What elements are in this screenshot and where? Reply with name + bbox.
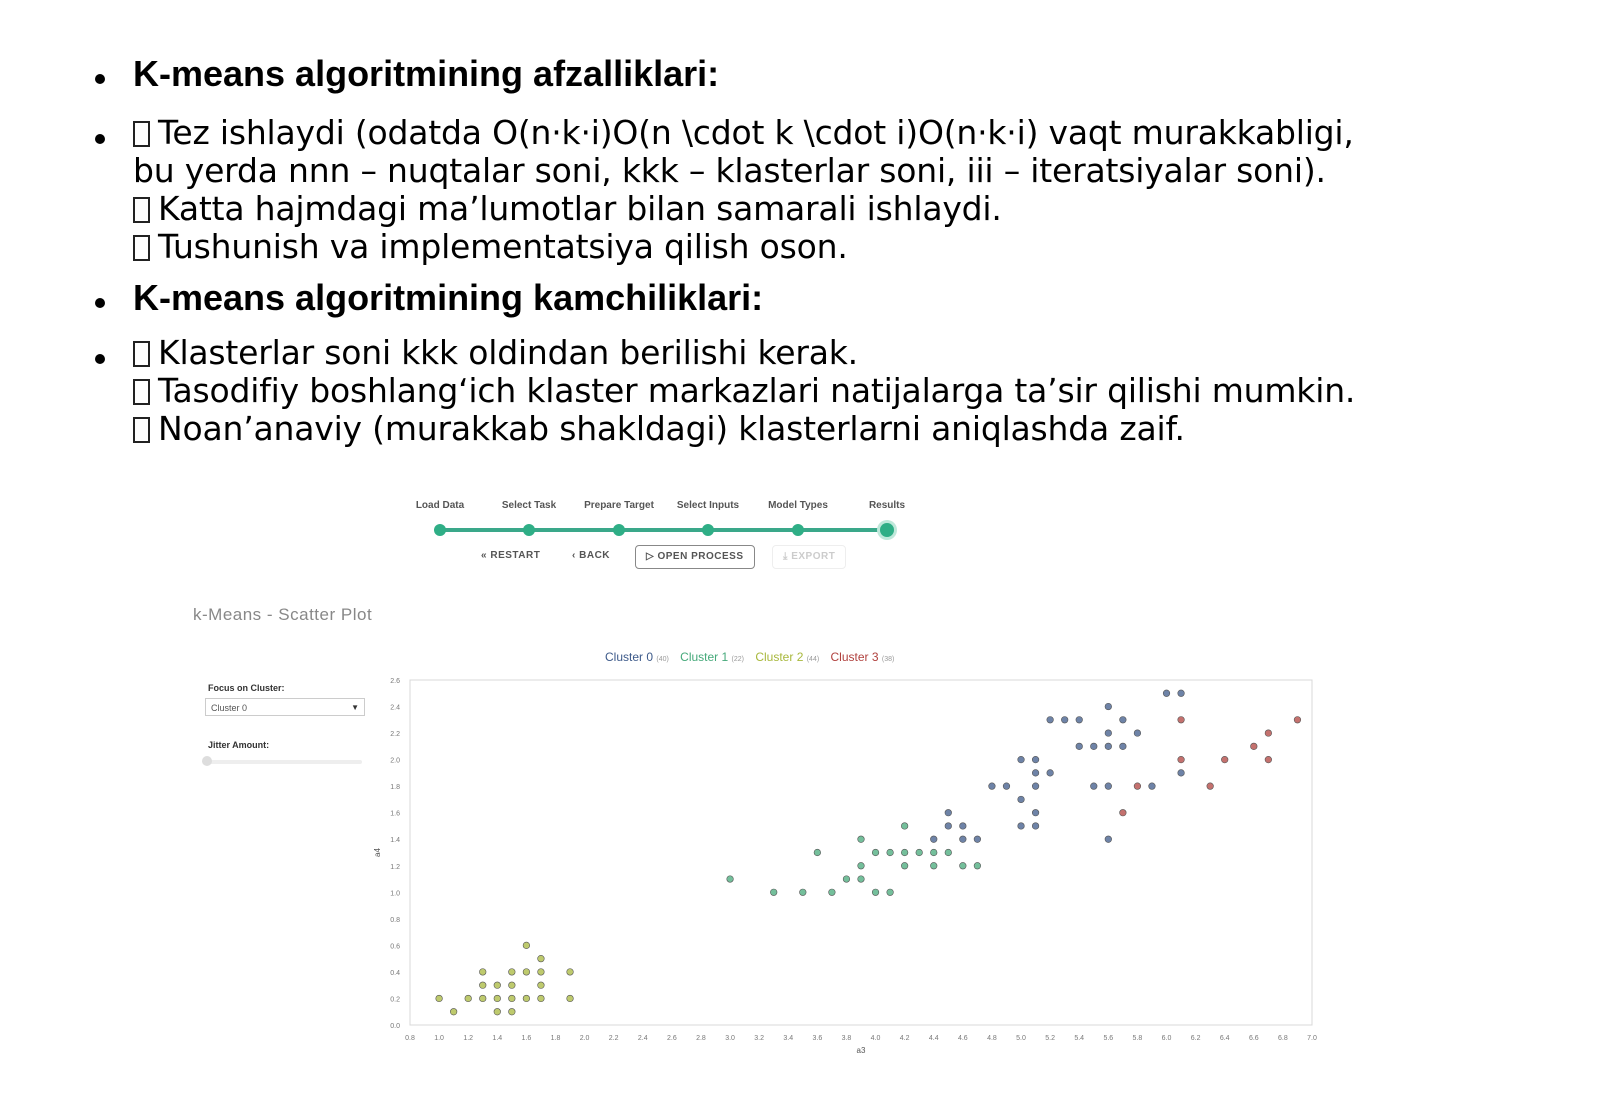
data-point-cluster-0 xyxy=(1120,743,1127,750)
data-point-cluster-1 xyxy=(901,862,908,869)
kmeans-app-screenshot xyxy=(190,495,1340,1095)
data-point-cluster-3 xyxy=(1134,783,1141,790)
x-tick-label: 1.4 xyxy=(492,1035,503,1042)
advantage-line: Tez ishlaydi (odatda O(n·k·i)O(n \cdot k \cdot i)O(n·k·i) vaqt murakkabligi, xyxy=(133,114,1575,152)
step-dot-load-data[interactable] xyxy=(434,524,446,536)
y-tick-label: 1.4 xyxy=(390,837,400,845)
data-point-cluster-2 xyxy=(479,969,486,976)
data-point-cluster-1 xyxy=(974,862,981,869)
data-point-cluster-2 xyxy=(494,995,501,1002)
y-tick-label: 1.8 xyxy=(390,784,400,792)
data-point-cluster-1 xyxy=(727,876,734,883)
slide-text xyxy=(95,48,1575,448)
y-tick-label: 2.0 xyxy=(390,757,400,765)
data-point-cluster-2 xyxy=(567,995,574,1002)
y-tick-label: 2.6 xyxy=(390,678,400,685)
data-point-cluster-2 xyxy=(538,995,545,1002)
data-point-cluster-0 xyxy=(1178,690,1185,697)
open-process-button[interactable]: ▷ OPEN PROCESS xyxy=(635,545,755,569)
x-tick-label: 7.0 xyxy=(1307,1035,1317,1042)
data-point-cluster-0 xyxy=(1076,743,1083,750)
bullet-dot xyxy=(95,354,105,364)
data-point-cluster-0 xyxy=(1105,783,1112,790)
double-chevron-left-icon: « xyxy=(481,550,488,561)
data-point-cluster-2 xyxy=(567,969,574,976)
bullet-disadvantages-list xyxy=(95,334,1575,448)
back-button[interactable]: ‹ BACK xyxy=(572,550,611,561)
x-tick-label: 5.6 xyxy=(1103,1035,1114,1042)
data-point-cluster-0 xyxy=(945,809,952,816)
data-point-cluster-3 xyxy=(1207,783,1214,790)
data-point-cluster-2 xyxy=(523,995,530,1002)
x-tick-label: 6.4 xyxy=(1219,1035,1230,1042)
data-point-cluster-1 xyxy=(858,862,865,869)
data-point-cluster-0 xyxy=(945,823,952,830)
disadvantage-line: Noan’anaviy (murakkab shakldagi) klasterlarni aniqlashda zaif. xyxy=(133,410,1575,448)
data-point-cluster-0 xyxy=(989,783,996,790)
data-point-cluster-2 xyxy=(509,995,516,1002)
data-point-cluster-2 xyxy=(538,982,545,989)
x-tick-label: 2.4 xyxy=(637,1035,648,1042)
x-axis-label: a3 xyxy=(856,1046,866,1055)
process-icon: ▷ xyxy=(646,551,655,562)
step-label-results[interactable]: Results xyxy=(868,500,906,511)
x-tick-label: 3.8 xyxy=(841,1035,852,1042)
download-icon: ⤓ xyxy=(783,551,788,562)
x-tick-label: 1.2 xyxy=(463,1035,474,1042)
data-point-cluster-0 xyxy=(974,836,981,843)
y-tick-label: 2.4 xyxy=(390,704,400,712)
data-point-cluster-0 xyxy=(960,836,967,843)
data-point-cluster-1 xyxy=(858,876,865,883)
data-point-cluster-0 xyxy=(1018,823,1025,830)
data-point-cluster-3 xyxy=(1120,809,1127,816)
data-point-cluster-1 xyxy=(916,849,923,856)
x-tick-label: 2.0 xyxy=(579,1035,590,1042)
x-tick-label: 3.4 xyxy=(783,1035,794,1042)
focus-cluster-label: Focus on Cluster: xyxy=(208,683,285,693)
legend-item-cluster-3[interactable]: Cluster 3 (38) xyxy=(830,650,895,664)
data-point-cluster-2 xyxy=(450,1008,457,1015)
x-tick-label: 3.0 xyxy=(725,1035,735,1042)
x-tick-label: 4.8 xyxy=(987,1035,997,1042)
data-point-cluster-1 xyxy=(814,849,821,856)
step-dot-model-types[interactable] xyxy=(792,524,804,536)
data-point-cluster-2 xyxy=(494,1008,501,1015)
data-point-cluster-0 xyxy=(1003,783,1010,790)
advantage-line: Tushunish va implementatsiya qilish oson. xyxy=(133,228,1575,266)
data-point-cluster-1 xyxy=(770,889,777,896)
data-point-cluster-3 xyxy=(1294,717,1301,724)
step-dot-results[interactable] xyxy=(880,523,894,537)
missing-glyph-box-icon xyxy=(133,121,150,147)
step-label-load-data[interactable]: Load Data xyxy=(415,500,465,511)
plot-area xyxy=(410,680,1312,1025)
data-point-cluster-1 xyxy=(930,862,937,869)
y-tick-label: 1.6 xyxy=(390,810,400,818)
legend-item-cluster-1[interactable]: Cluster 1 (22) xyxy=(680,650,744,664)
data-point-cluster-2 xyxy=(509,982,516,989)
step-label-select-task[interactable]: Select Task xyxy=(501,500,557,511)
data-point-cluster-2 xyxy=(538,969,545,976)
data-point-cluster-2 xyxy=(436,995,443,1002)
data-point-cluster-2 xyxy=(509,969,516,976)
data-point-cluster-0 xyxy=(1032,809,1039,816)
x-tick-label: 1.0 xyxy=(434,1035,444,1042)
data-point-cluster-0 xyxy=(1163,690,1170,697)
data-point-cluster-0 xyxy=(1032,783,1039,790)
caret-down-icon: ▼ xyxy=(351,703,359,712)
step-label-select-inputs[interactable]: Select Inputs xyxy=(676,500,740,511)
data-point-cluster-0 xyxy=(1090,743,1097,750)
data-point-cluster-0 xyxy=(1105,836,1112,843)
x-tick-label: 0.8 xyxy=(405,1035,415,1042)
data-point-cluster-0 xyxy=(1032,823,1039,830)
x-tick-label: 4.6 xyxy=(957,1035,968,1042)
data-point-cluster-0 xyxy=(1090,783,1097,790)
data-point-cluster-1 xyxy=(829,889,836,896)
data-point-cluster-3 xyxy=(1178,717,1185,724)
y-tick-label: 0.6 xyxy=(390,943,400,951)
data-point-cluster-3 xyxy=(1265,756,1272,763)
data-point-cluster-3 xyxy=(1251,743,1258,750)
data-point-cluster-0 xyxy=(1105,743,1112,750)
jitter-amount-label: Jitter Amount: xyxy=(208,740,270,750)
step-label-model-types[interactable]: Model Types xyxy=(768,500,828,511)
data-point-cluster-1 xyxy=(887,889,894,896)
step-dot-select-task[interactable] xyxy=(523,524,535,536)
data-point-cluster-2 xyxy=(509,1008,516,1015)
x-tick-label: 5.8 xyxy=(1132,1035,1143,1042)
stepper-progress-line xyxy=(440,528,887,532)
heading-advantages: K-means algoritmining afzalliklari: xyxy=(133,53,720,94)
x-tick-label: 2.2 xyxy=(608,1035,619,1042)
data-point-cluster-1 xyxy=(901,823,908,830)
missing-glyph-box-icon xyxy=(133,235,150,261)
y-tick-label: 0.8 xyxy=(390,916,400,924)
bullet-dot xyxy=(95,74,105,84)
data-point-cluster-1 xyxy=(945,849,952,856)
x-tick-label: 2.6 xyxy=(667,1035,677,1042)
data-point-cluster-0 xyxy=(1018,796,1025,803)
missing-glyph-box-icon xyxy=(133,341,150,367)
bullet-dot xyxy=(95,134,105,144)
y-tick-label: 1.0 xyxy=(390,890,400,898)
data-point-cluster-2 xyxy=(538,955,545,962)
restart-button[interactable]: « RESTART xyxy=(481,550,541,561)
x-tick-label: 1.6 xyxy=(521,1035,532,1042)
bullet-heading-advantages xyxy=(95,52,1575,96)
missing-glyph-box-icon xyxy=(133,197,150,223)
data-point-cluster-0 xyxy=(1032,770,1039,777)
data-point-cluster-3 xyxy=(1265,730,1272,737)
data-point-cluster-1 xyxy=(930,849,937,856)
missing-glyph-box-icon xyxy=(133,417,150,443)
x-tick-label: 6.6 xyxy=(1248,1035,1259,1042)
x-tick-label: 5.0 xyxy=(1016,1035,1026,1042)
advantage-line: Katta hajmdagi ma’lumotlar bilan samarali ishlaydi. xyxy=(133,190,1575,228)
data-point-cluster-2 xyxy=(465,995,472,1002)
data-point-cluster-0 xyxy=(1120,717,1127,724)
data-point-cluster-0 xyxy=(1149,783,1156,790)
step-dot-select-inputs[interactable] xyxy=(702,524,714,536)
data-point-cluster-1 xyxy=(800,889,807,896)
data-point-cluster-0 xyxy=(1047,770,1054,777)
missing-glyph-box-icon xyxy=(133,379,150,405)
advantage-line: bu yerda nnn – nuqtalar soni, kkk – klasterlar soni, iii – iteratsiyalar soni). xyxy=(133,151,1326,190)
data-point-cluster-0 xyxy=(1076,717,1083,724)
jitter-slider-handle[interactable] xyxy=(202,756,212,766)
data-point-cluster-0 xyxy=(1061,717,1068,724)
data-point-cluster-1 xyxy=(901,849,908,856)
step-dot-prepare-target[interactable] xyxy=(613,524,625,536)
y-tick-label: 0.2 xyxy=(390,996,400,1004)
legend-item-cluster-0[interactable]: Cluster 0 (40) xyxy=(605,650,669,664)
y-tick-label: 1.2 xyxy=(390,863,400,871)
data-point-cluster-0 xyxy=(1047,717,1054,724)
x-tick-label: 4.0 xyxy=(870,1035,881,1042)
x-tick-label: 1.8 xyxy=(550,1035,561,1042)
x-tick-label: 3.2 xyxy=(754,1035,765,1042)
legend-item-cluster-2[interactable]: Cluster 2 (44) xyxy=(755,650,820,664)
disadvantage-line: Tasodifiy boshlang‘ich klaster markazlari natijalarga ta’sir qilishi mumkin. xyxy=(133,372,1575,410)
workflow-stepper xyxy=(415,500,920,540)
bullet-dot xyxy=(95,298,105,308)
data-point-cluster-1 xyxy=(872,889,879,896)
bullet-heading-disadvantages xyxy=(95,276,1575,320)
data-point-cluster-2 xyxy=(479,995,486,1002)
y-tick-label: 0.4 xyxy=(390,969,400,977)
chart-title: k-Means - Scatter Plot xyxy=(193,605,373,624)
data-point-cluster-0 xyxy=(1032,756,1039,763)
data-point-cluster-0 xyxy=(1018,756,1025,763)
data-point-cluster-0 xyxy=(1134,730,1141,737)
data-point-cluster-1 xyxy=(843,876,850,883)
data-point-cluster-1 xyxy=(887,849,894,856)
x-tick-label: 2.8 xyxy=(696,1035,706,1042)
data-point-cluster-3 xyxy=(1221,756,1228,763)
x-tick-label: 5.4 xyxy=(1074,1035,1085,1042)
y-axis-label: a4 xyxy=(373,848,382,857)
x-tick-label: 3.6 xyxy=(812,1035,823,1042)
data-point-cluster-0 xyxy=(1105,703,1112,710)
data-point-cluster-1 xyxy=(858,836,865,843)
data-point-cluster-0 xyxy=(1105,730,1112,737)
x-tick-label: 4.4 xyxy=(928,1035,939,1042)
jitter-slider[interactable] xyxy=(207,760,362,764)
scatter-plot xyxy=(370,675,1330,1060)
bullet-advantages-list xyxy=(95,114,1575,266)
x-tick-label: 6.0 xyxy=(1161,1035,1172,1042)
data-point-cluster-2 xyxy=(523,942,530,949)
y-tick-label: 0.0 xyxy=(390,1023,400,1030)
chevron-left-icon: ‹ xyxy=(572,550,576,561)
data-point-cluster-0 xyxy=(930,836,937,843)
x-tick-label: 6.8 xyxy=(1278,1035,1288,1042)
data-point-cluster-2 xyxy=(479,982,486,989)
data-point-cluster-1 xyxy=(872,849,879,856)
data-point-cluster-2 xyxy=(494,982,501,989)
disadvantage-line: Klasterlar soni kkk oldindan berilishi kerak. xyxy=(133,334,1575,372)
heading-disadvantages: K-means algoritmining kamchiliklari: xyxy=(133,277,764,318)
data-point-cluster-3 xyxy=(1178,756,1185,763)
data-point-cluster-1 xyxy=(960,862,967,869)
step-label-prepare-target[interactable]: Prepare Target xyxy=(584,500,654,511)
export-button[interactable]: ⤓ EXPORT xyxy=(772,545,846,569)
chart-legend xyxy=(605,650,902,664)
x-tick-label: 4.2 xyxy=(899,1035,910,1042)
focus-cluster-select[interactable]: Cluster 0 ▼ xyxy=(205,698,365,716)
data-point-cluster-2 xyxy=(523,969,530,976)
x-tick-label: 6.2 xyxy=(1190,1035,1201,1042)
x-tick-label: 5.2 xyxy=(1045,1035,1055,1042)
data-point-cluster-0 xyxy=(1178,770,1185,777)
data-point-cluster-0 xyxy=(960,823,967,830)
y-tick-label: 2.2 xyxy=(390,731,400,739)
